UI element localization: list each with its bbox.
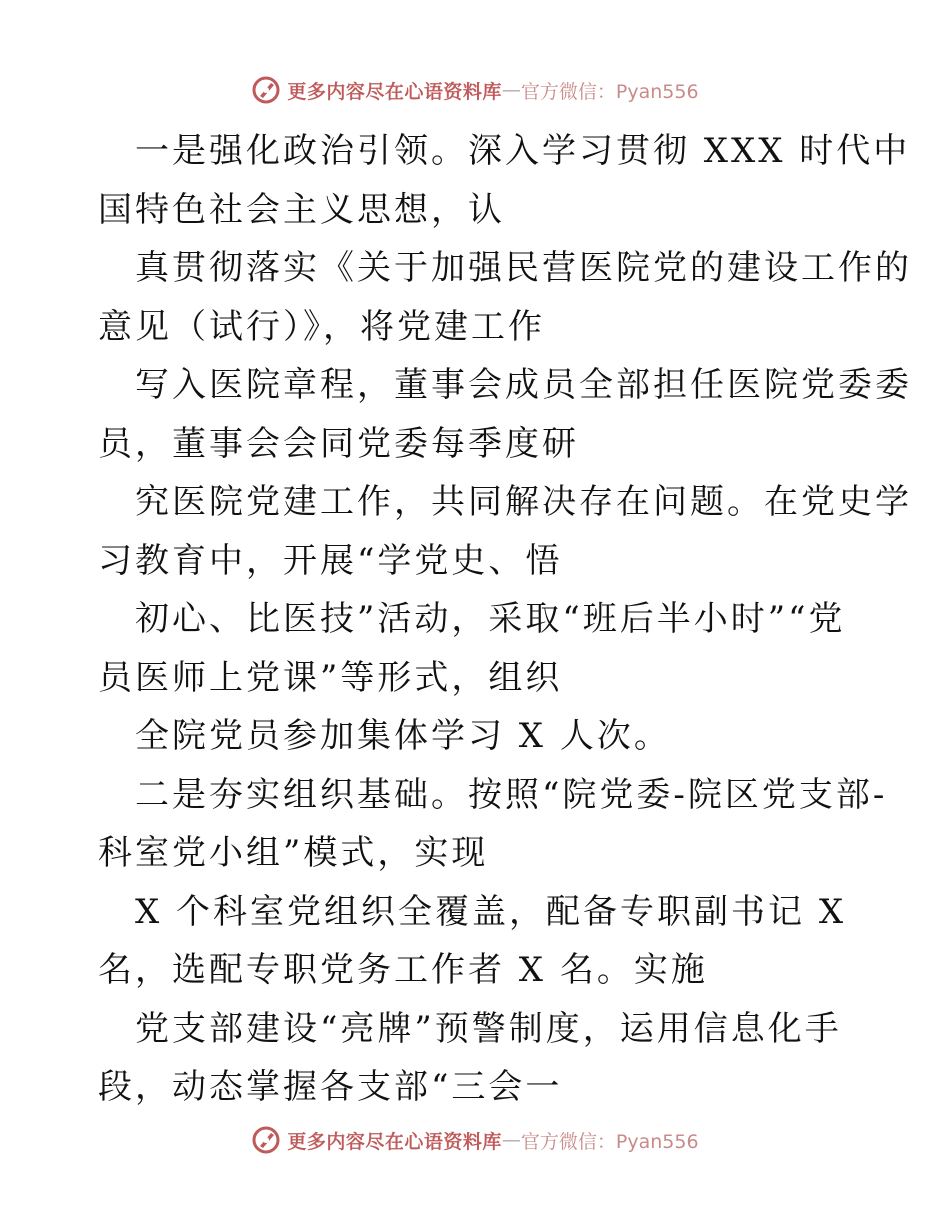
watermark-main-text: 更多内容尽在心语资料库 [287,1130,502,1153]
header-watermark [0,70,950,110]
body-line: 写入医院章程，董事会成员全部担任医院党委委 [135,365,912,405]
body-line: 初心、比医技”活动，采取“班后半小时”“党 [135,599,846,639]
watermark-main-text: 更多内容尽在心语资料库 [287,80,502,103]
body-line: 国特色社会主义思想，认 [98,189,505,230]
body-line: 名，选配专职党务工作者 X 名。实施 [98,950,708,990]
body-line: 段，动态掌握各支部“三会一 [98,1067,563,1107]
body-line: 员医师上党课”等形式，组织 [98,657,563,698]
body-line: 究医院党建工作，共同解决存在问题。在党史学 [135,482,912,522]
document-body [98,122,912,1117]
quill-circle-logo-icon [251,1125,281,1155]
watermark-wechat-text: 官方微信：Pyan556 [520,80,699,103]
body-line: 党支部建设“亮牌”预警制度，运用信息化手 [135,1008,842,1049]
watermark-separator: — [501,79,521,101]
body-line: 一是强化政治引领。深入学习贯彻 XXX 时代中 [135,131,911,171]
body-line: 习教育中，开展“学党史、悟 [98,540,563,581]
body-line: 员，董事会会同党委每季度研 [98,423,579,464]
body-line: 真贯彻落实《关于加强民营医院党的建设工作的 [135,248,912,288]
body-line: X 个科室党组织全覆盖，配备专职副书记 X [135,891,847,932]
body-line: 科室党小组”模式，实现 [98,833,489,873]
body-line: 意见（试行）》，将党建工作 [98,306,545,347]
body-line: 二是夯实组织基础。按照“院党委-院区党支部- [135,774,888,815]
watermark-separator: — [501,1129,521,1151]
quill-circle-logo-icon [251,75,281,105]
footer-watermark [0,1120,950,1160]
watermark-wechat-text: 官方微信：Pyan556 [520,1130,699,1153]
body-line: 全院党员参加集体学习 X 人次。 [135,716,671,756]
